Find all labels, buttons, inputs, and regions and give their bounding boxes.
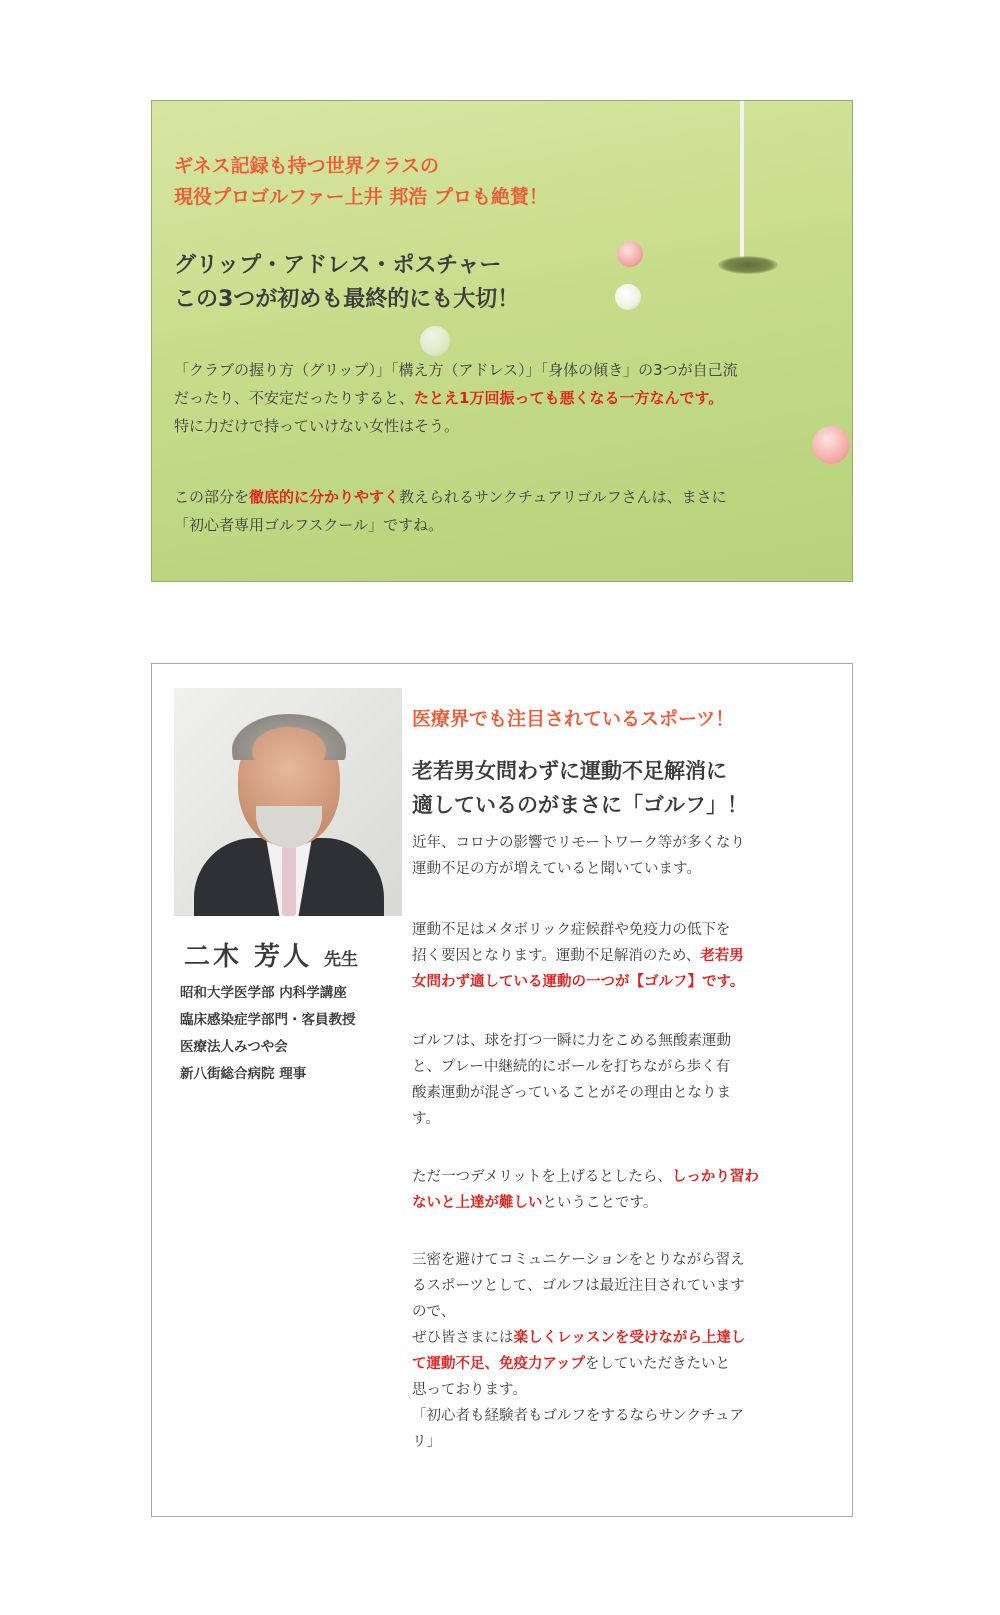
medical-headline: 医療界でも注目されているスポーツ！ xyxy=(412,708,735,730)
headline-line: この3つが初めも最終的にも大切！ xyxy=(174,287,520,312)
fundamentals-headline xyxy=(174,249,832,317)
paragraph-line xyxy=(412,943,832,969)
paragraph-line: 「クラブの握り方（グリップ）」「構え方（アドレス）」「身体の傾き」の3つが自己流 xyxy=(174,361,738,379)
text-span: この部分を xyxy=(174,488,250,506)
name-text: 二木 芳人 xyxy=(184,942,313,972)
paragraph-line: リ」 xyxy=(412,1434,441,1450)
comment-p5 xyxy=(412,1247,832,1455)
paragraph-line: 「初心者も経験者もゴルフをするならサンクチュア xyxy=(412,1408,745,1424)
comment-p3 xyxy=(412,1028,832,1132)
affiliation-line: 医療法人みつや会 xyxy=(180,1039,288,1055)
paragraph-line: 特に力だけで持っていけない女性はそう。 xyxy=(174,417,460,435)
portrait-tie xyxy=(282,846,296,916)
paragraph-line: 「初心者専用ゴルフスクール」ですね。 xyxy=(174,516,444,534)
highlight-text: ないと上達が難しい xyxy=(412,1195,543,1211)
highlight-text: しっかり習わ xyxy=(671,1169,759,1185)
golf-ball-icon xyxy=(420,326,450,356)
honorific-text: 先生 xyxy=(324,950,359,970)
headline-line: ギネス記録も持つ世界クラスの xyxy=(174,155,440,177)
endorsement-card xyxy=(151,100,853,582)
paragraph-line xyxy=(412,1325,832,1351)
affiliation-line: 新八街総合病院 理事 xyxy=(180,1066,307,1082)
school-paragraph xyxy=(174,483,832,539)
paragraph-line xyxy=(174,483,832,511)
comment-p4 xyxy=(412,1164,832,1216)
highlight-text: 楽しくレッスンを受けながら上達し xyxy=(513,1330,746,1346)
doctor-portrait xyxy=(174,688,402,916)
paragraph-line: ので、 xyxy=(412,1304,456,1320)
headline-line: 老若男女問わずに運動不足解消に xyxy=(412,759,727,783)
affiliation-line: 臨床感染症学部門・客員教授 xyxy=(180,1012,356,1028)
paragraph-line xyxy=(412,1351,832,1377)
highlight-text: 女問わず適している運動の一つが【ゴルフ】です。 xyxy=(412,974,745,990)
doctor-comment-card xyxy=(151,663,853,1517)
paragraph-line: す。 xyxy=(412,1111,440,1127)
highlight-text: 徹底的に分かりやすく xyxy=(249,488,400,506)
text-span: をしていただきたいと xyxy=(584,1356,730,1372)
paragraph-line xyxy=(412,1164,832,1190)
comment-p2 xyxy=(412,917,832,995)
comment-p1 xyxy=(412,830,832,882)
fundamentals-paragraph xyxy=(174,356,832,440)
doctor-affiliation xyxy=(180,980,400,1088)
paragraph-line: 酸素運動が混ざっていることがその理由となりま xyxy=(412,1085,731,1101)
highlight-text: 老若男 xyxy=(700,948,744,964)
paragraph-line: と、プレー中継続的にボールを打ちながら歩く有 xyxy=(412,1059,731,1075)
paragraph-line: 三密を避けてコミュニケーションをとりながら習え xyxy=(412,1252,745,1268)
text-span: ということです。 xyxy=(542,1195,658,1211)
text-span: 教えられるサンクチュアリゴルフさんは、まさに xyxy=(399,488,727,506)
headline-line: グリップ・アドレス・ポスチャー xyxy=(174,253,502,278)
paragraph-line xyxy=(412,1190,832,1216)
text-span: ぜひ皆さまには xyxy=(412,1330,514,1346)
text-span: 招く要因となります。運動不足解消のため、 xyxy=(412,948,701,964)
pro-endorsement-headline xyxy=(174,151,832,213)
paragraph-line: 運動不足はメタボリック症候群や免疫力の低下を xyxy=(412,922,731,938)
highlight-text: たとえ1万回振っても悪くなる一方なんです。 xyxy=(414,389,724,407)
text-span: ただ一つデメリットを上げるとしたら、 xyxy=(412,1169,672,1185)
paragraph-line: 近年、コロナの影響でリモートワーク等が多くなり xyxy=(412,835,745,851)
paragraph-line: 運動不足の方が増えていると聞いています。 xyxy=(412,861,701,877)
headline-line: 適しているのがまさに「ゴルフ」！ xyxy=(412,793,748,817)
exercise-headline xyxy=(412,754,832,822)
paragraph-line: るスポーツとして、ゴルフは最近注目されています xyxy=(412,1278,745,1294)
headline-line: 現役プロゴルファー上井 邦浩 プロも絶賛！ xyxy=(174,186,548,208)
portrait-hair xyxy=(232,714,346,760)
text-span: だったり、不安定だったりすると、 xyxy=(174,389,415,407)
highlight-text: て運動不足、免疫力アップ xyxy=(412,1356,585,1372)
paragraph-line: 思っております。 xyxy=(412,1382,527,1398)
paragraph-line xyxy=(174,384,832,412)
paragraph-line: ゴルフは、球を打つ一瞬に力をこめる無酸素運動 xyxy=(412,1033,731,1049)
affiliation-line: 昭和大学医学部 内科学講座 xyxy=(180,985,347,1001)
doctor-name xyxy=(184,936,358,973)
